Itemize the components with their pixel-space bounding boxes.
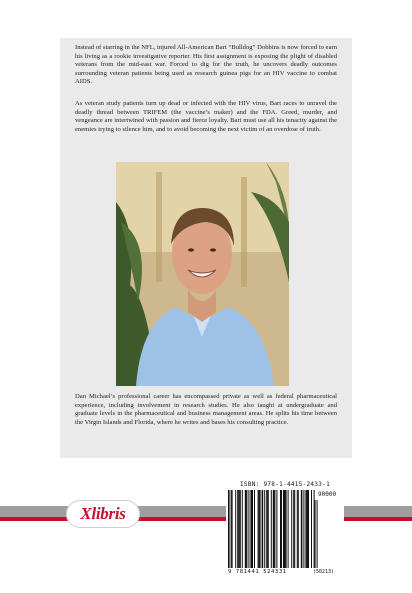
synopsis-paragraph-2: As veteran study patients turn up dead or infected with the HIV virus, Bart races to unravel the deadly thread between TRIFEM (the vaccine’s maker) and the FDA. Greed, murder, and vengeance are intertwined with passion and fierce loyalty. Bart must use all his tenacity against the enemies trying to silence him, and to avoid becoming the next victim of an overdose of truth. xyxy=(75,100,337,133)
barcode xyxy=(228,490,342,568)
author-bio: Dan Michael’s professional career has encompassed private as well as federal pharmaceutical experience, including involvement in research studies. He also taught at undergraduate and graduate levels in the pharmaceutical and business management areas. He splits his time between the Virgin Islands and Florida, where he writes and bases his consulting practice. xyxy=(75,393,337,426)
barcode-ean-digits: 9 781441 524331 xyxy=(228,569,287,575)
barcode-addon-digits: (50213) xyxy=(313,569,335,575)
publisher-logo-text: Xlibris xyxy=(80,504,126,523)
footer-stripe-gray-right xyxy=(344,506,412,517)
publisher-logo xyxy=(66,500,140,528)
footer-stripe-red-right xyxy=(344,517,412,521)
barcode-addon-label: 90000 xyxy=(318,491,337,498)
author-photo xyxy=(116,162,289,386)
isbn-label: ISBN: 978-1-4415-2433-1 xyxy=(240,481,330,488)
synopsis-paragraph-1: Instead of starring in the NFL, injured All-American Bart “Bulldog” Dobbins is now forced to earn his living as a rookie investigative reporter. His first assignment is exposing the plight of disabled veterans from the mid-east war. Forced to dig for the truth, he uncovers deadly outcomes surrounding veteran patients being used as research guinea pigs for an HIV vaccine to combat AIDS. xyxy=(75,44,337,86)
